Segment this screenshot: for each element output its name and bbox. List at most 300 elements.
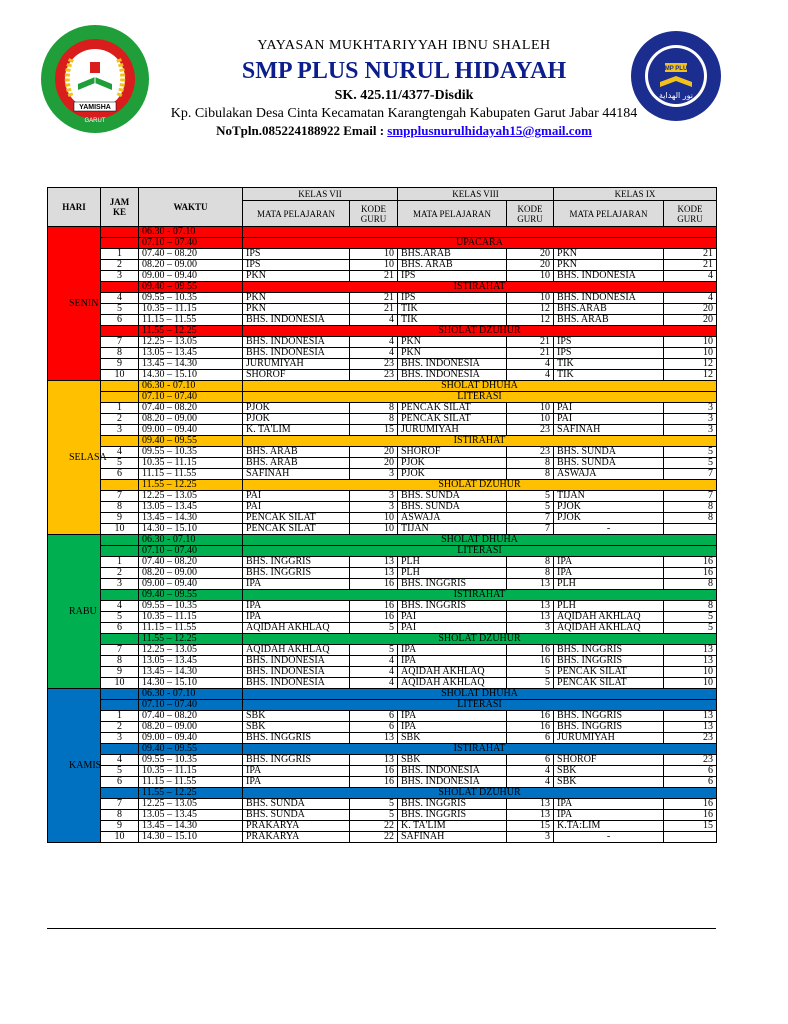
time-cell: 11.15 – 11.55 (139, 315, 243, 326)
jam-cell (101, 238, 139, 249)
time-cell: 07.40 – 08.20 (139, 557, 243, 568)
teacher-code-ix: 4 (664, 293, 717, 304)
time-cell: 10.35 – 11.15 (139, 766, 243, 777)
subject-viii: IPA (398, 722, 507, 733)
teacher-code-viii: 8 (507, 458, 554, 469)
teacher-code-vii: 6 (350, 722, 398, 733)
subject-vii: BHS. SUNDA (243, 799, 350, 810)
teacher-code-ix: 6 (664, 777, 717, 788)
lesson-row (48, 766, 717, 777)
foundation-name: YAYASAN MUKHTARIYYAH IBNU SHALEH (257, 38, 551, 53)
jam-cell (101, 282, 139, 293)
subject-ix: BHS. SUNDA (554, 458, 664, 469)
teacher-code-ix: 13 (664, 645, 717, 656)
time-cell: 13.05 – 13.45 (139, 348, 243, 359)
time-cell: 09.00 – 09.40 (139, 579, 243, 590)
time-cell: 07.40 – 08.20 (139, 403, 243, 414)
teacher-code-vii: 4 (350, 337, 398, 348)
teacher-code-vii: 15 (350, 425, 398, 436)
teacher-code-ix: 5 (664, 612, 717, 623)
subject-viii: BHS. ARAB (398, 260, 507, 271)
teacher-code-ix: 5 (664, 458, 717, 469)
time-cell: 06.30 - 07.10 (139, 227, 243, 238)
email-link[interactable]: smpplusnurulhidayah15@gmail.com (387, 123, 592, 138)
subject-ix: AQIDAH AKHLAQ (554, 612, 664, 623)
lesson-row (48, 799, 717, 810)
teacher-code-vii: 21 (350, 304, 398, 315)
time-cell: 09.55 – 10.35 (139, 601, 243, 612)
subject-viii: PLH (398, 568, 507, 579)
time-cell: 08.20 – 09.00 (139, 414, 243, 425)
subject-vii: BHS. INGGRIS (243, 755, 350, 766)
time-cell: 11.15 – 11.55 (139, 469, 243, 480)
teacher-code-ix (664, 832, 717, 843)
col-kelas-vii: KELAS VII (243, 188, 398, 201)
subject-ix: SBK (554, 766, 664, 777)
teacher-code-viii: 5 (507, 667, 554, 678)
time-cell: 06.30 - 07.10 (139, 535, 243, 546)
time-cell: 14.30 – 15.10 (139, 524, 243, 535)
subject-viii: JURUMIYAH (398, 425, 507, 436)
jam-cell: 10 (101, 832, 139, 843)
teacher-code-viii: 16 (507, 711, 554, 722)
teacher-code-vii: 4 (350, 656, 398, 667)
event-label: LITERASI (243, 546, 717, 557)
lesson-row (48, 260, 717, 271)
subject-viii: BHS. SUNDA (398, 502, 507, 513)
lesson-row (48, 601, 717, 612)
event-label: SHOLAT DZUHUR (243, 788, 717, 799)
jam-cell: 3 (101, 579, 139, 590)
time-cell: 09.55 – 10.35 (139, 755, 243, 766)
subject-vii: PAI (243, 502, 350, 513)
teacher-code-ix: 6 (664, 766, 717, 777)
subject-ix: BHS.ARAB (554, 304, 664, 315)
day-name-cell (48, 689, 101, 843)
teacher-code-ix: 12 (664, 370, 717, 381)
subject-vii: AQIDAH AKHLAQ (243, 645, 350, 656)
subject-vii: JURUMIYAH (243, 359, 350, 370)
teacher-code-ix (664, 524, 717, 535)
teacher-code-viii: 4 (507, 370, 554, 381)
event-row (48, 535, 717, 546)
subject-viii: PKN (398, 337, 507, 348)
lesson-row (48, 755, 717, 766)
jam-cell (101, 381, 139, 392)
time-cell: 11.15 – 11.55 (139, 623, 243, 634)
subject-viii: IPA (398, 711, 507, 722)
teacher-code-ix: 16 (664, 557, 717, 568)
teacher-code-vii: 22 (350, 821, 398, 832)
lesson-row (48, 403, 717, 414)
teacher-code-viii: 15 (507, 821, 554, 832)
subject-ix: PLH (554, 579, 664, 590)
event-label: LITERASI (243, 700, 717, 711)
subject-ix: SAFINAH (554, 425, 664, 436)
time-cell: 13.45 – 14.30 (139, 667, 243, 678)
event-row (48, 788, 717, 799)
teacher-code-viii: 21 (507, 348, 554, 359)
lesson-row (48, 832, 717, 843)
subject-ix: PJOK (554, 513, 664, 524)
logo-left-city: GARUT (84, 118, 106, 124)
jam-cell (101, 788, 139, 799)
jam-cell: 8 (101, 810, 139, 821)
subject-viii: BHS. INGGRIS (398, 810, 507, 821)
teacher-code-ix: 5 (664, 447, 717, 458)
subject-viii: K. TA'LIM (398, 821, 507, 832)
lesson-row (48, 821, 717, 832)
day-name: SENIN (69, 297, 99, 309)
subject-ix: TIJAN (554, 491, 664, 502)
lesson-row (48, 623, 717, 634)
teacher-code-viii: 4 (507, 359, 554, 370)
subject-vii: PKN (243, 271, 350, 282)
time-cell: 13.45 – 14.30 (139, 821, 243, 832)
jam-cell (101, 700, 139, 711)
subject-viii: BHS. INDONESIA (398, 370, 507, 381)
jam-cell: 5 (101, 458, 139, 469)
time-cell: 07.40 – 08.20 (139, 249, 243, 260)
col-hari: HARI (48, 188, 101, 227)
subject-vii: IPA (243, 766, 350, 777)
subject-ix: PAI (554, 403, 664, 414)
teacher-code-viii: 5 (507, 678, 554, 689)
subject-ix: BHS. INDONESIA (554, 293, 664, 304)
time-cell: 09.40 – 09.55 (139, 282, 243, 293)
smp-plus-logo (630, 30, 722, 122)
teacher-code-viii: 13 (507, 601, 554, 612)
jam-cell: 2 (101, 722, 139, 733)
subject-ix: BHS. INGGRIS (554, 656, 664, 667)
jam-cell: 7 (101, 491, 139, 502)
event-row (48, 227, 717, 238)
subject-vii: BHS. INDONESIA (243, 348, 350, 359)
subject-viii: TIK (398, 304, 507, 315)
teacher-code-vii: 4 (350, 678, 398, 689)
teacher-code-viii: 20 (507, 260, 554, 271)
col-vii-mapel: MATA PELAJARAN (243, 201, 350, 227)
time-cell: 14.30 – 15.10 (139, 678, 243, 689)
teacher-code-ix: 15 (664, 821, 717, 832)
lesson-row (48, 678, 717, 689)
subject-ix: IPA (554, 799, 664, 810)
jam-cell: 7 (101, 799, 139, 810)
event-label (243, 227, 717, 238)
subject-ix: PJOK (554, 502, 664, 513)
time-cell: 09.00 – 09.40 (139, 733, 243, 744)
subject-viii: BHS. INDONESIA (398, 777, 507, 788)
subject-ix: AQIDAH AKHLAQ (554, 623, 664, 634)
jam-cell: 3 (101, 733, 139, 744)
teacher-code-viii: 4 (507, 766, 554, 777)
jam-cell: 5 (101, 304, 139, 315)
teacher-code-viii: 23 (507, 447, 554, 458)
lesson-row (48, 414, 717, 425)
time-cell: 13.05 – 13.45 (139, 502, 243, 513)
lesson-row (48, 425, 717, 436)
event-label: SHOLAT DHUHA (243, 689, 717, 700)
teacher-code-viii: 13 (507, 579, 554, 590)
event-label: ISTIRAHAT (243, 744, 717, 755)
subject-vii: BHS. INGGRIS (243, 568, 350, 579)
subject-ix: TIK (554, 359, 664, 370)
lesson-row (48, 315, 717, 326)
col-kelas-ix: KELAS IX (554, 188, 717, 201)
subject-viii: SBK (398, 755, 507, 766)
letterhead (0, 0, 768, 150)
subject-vii: BHS. INGGRIS (243, 557, 350, 568)
subject-viii: PJOK (398, 458, 507, 469)
subject-viii: PLH (398, 557, 507, 568)
teacher-code-vii: 3 (350, 491, 398, 502)
table-head (48, 188, 717, 227)
teacher-code-ix: 7 (664, 491, 717, 502)
teacher-code-viii: 5 (507, 502, 554, 513)
school-address: Kp. Cibulakan Desa Cinta Kecamatan Karangtengah Kabupaten Garut Jabar 44184 (170, 106, 638, 121)
subject-ix: PLH (554, 601, 664, 612)
jam-cell (101, 689, 139, 700)
teacher-code-vii: 16 (350, 579, 398, 590)
day-name-cell (48, 535, 101, 689)
lesson-row (48, 359, 717, 370)
time-cell: 13.05 – 13.45 (139, 656, 243, 667)
teacher-code-ix: 3 (664, 403, 717, 414)
teacher-code-ix: 16 (664, 810, 717, 821)
lesson-row (48, 458, 717, 469)
jam-cell: 10 (101, 678, 139, 689)
jam-cell: 5 (101, 612, 139, 623)
subject-vii: PRAKARYA (243, 821, 350, 832)
teacher-code-viii: 10 (507, 271, 554, 282)
lesson-row (48, 304, 717, 315)
subject-ix: IPA (554, 810, 664, 821)
teacher-code-ix: 13 (664, 711, 717, 722)
time-cell: 12.25 – 13.05 (139, 799, 243, 810)
teacher-code-viii: 12 (507, 315, 554, 326)
subject-viii: IPA (398, 645, 507, 656)
jam-cell: 1 (101, 249, 139, 260)
subject-vii: IPS (243, 260, 350, 271)
teacher-code-ix: 16 (664, 799, 717, 810)
event-label: SHOLAT DHUHA (243, 381, 717, 392)
subject-vii: PAI (243, 491, 350, 502)
subject-ix: IPA (554, 557, 664, 568)
teacher-code-vii: 20 (350, 447, 398, 458)
teacher-code-vii: 6 (350, 711, 398, 722)
event-label: UPACARA (243, 238, 717, 249)
subject-ix: IPS (554, 337, 664, 348)
time-cell: 07.40 – 08.20 (139, 711, 243, 722)
subject-vii: PENCAK SILAT (243, 513, 350, 524)
event-row (48, 381, 717, 392)
teacher-code-viii: 13 (507, 810, 554, 821)
col-vii-kode: KODE GURU (350, 201, 398, 227)
jam-cell: 6 (101, 777, 139, 788)
jam-cell: 9 (101, 359, 139, 370)
teacher-code-viii: 8 (507, 557, 554, 568)
event-label: ISTIRAHAT (243, 436, 717, 447)
event-label: ISTIRAHAT (243, 590, 717, 601)
time-cell: 09.40 – 09.55 (139, 436, 243, 447)
teacher-code-viii: 16 (507, 656, 554, 667)
table-body (48, 227, 717, 843)
teacher-code-vii: 13 (350, 755, 398, 766)
time-cell: 11.55 – 12.25 (139, 788, 243, 799)
event-row (48, 326, 717, 337)
teacher-code-vii: 10 (350, 524, 398, 535)
subject-ix: - (554, 524, 664, 535)
subject-vii: IPA (243, 579, 350, 590)
col-ix-kode: KODE GURU (664, 201, 717, 227)
teacher-code-vii: 13 (350, 568, 398, 579)
jam-cell: 6 (101, 623, 139, 634)
logo-right-badge: SMP PLUS (660, 66, 692, 72)
jam-cell (101, 436, 139, 447)
logo-right-arabic: نور الهداية (658, 91, 694, 100)
time-cell: 14.30 – 15.10 (139, 370, 243, 381)
event-label: SHOLAT DZUHUR (243, 634, 717, 645)
lesson-row (48, 513, 717, 524)
teacher-code-vii: 8 (350, 414, 398, 425)
time-cell: 11.15 – 11.55 (139, 777, 243, 788)
jam-cell: 5 (101, 766, 139, 777)
lesson-row (48, 656, 717, 667)
lesson-row (48, 667, 717, 678)
subject-viii: TIK (398, 315, 507, 326)
jam-cell (101, 480, 139, 491)
subject-viii: PENCAK SILAT (398, 403, 507, 414)
teacher-code-vii: 3 (350, 502, 398, 513)
lesson-row (48, 249, 717, 260)
subject-viii: IPS (398, 293, 507, 304)
subject-viii: PJOK (398, 469, 507, 480)
subject-viii: IPS (398, 271, 507, 282)
subject-ix: PENCAK SILAT (554, 678, 664, 689)
col-kelas-viii: KELAS VIII (398, 188, 554, 201)
time-cell: 13.05 – 13.45 (139, 810, 243, 821)
event-row (48, 282, 717, 293)
subject-viii: ASWAJA (398, 513, 507, 524)
lesson-row (48, 348, 717, 359)
jam-cell: 7 (101, 645, 139, 656)
teacher-code-ix: 16 (664, 568, 717, 579)
lesson-row (48, 568, 717, 579)
subject-viii: AQIDAH AKHLAQ (398, 678, 507, 689)
subject-viii: BHS.ARAB (398, 249, 507, 260)
time-cell: 09.55 – 10.35 (139, 447, 243, 458)
subject-vii: BHS. SUNDA (243, 810, 350, 821)
subject-vii: BHS. ARAB (243, 458, 350, 469)
jam-cell (101, 392, 139, 403)
jam-cell: 9 (101, 667, 139, 678)
day-name-cell (48, 227, 101, 381)
lesson-row (48, 810, 717, 821)
teacher-code-viii: 7 (507, 513, 554, 524)
event-label: SHOLAT DZUHUR (243, 480, 717, 491)
teacher-code-vii: 21 (350, 293, 398, 304)
event-row (48, 546, 717, 557)
jam-cell (101, 227, 139, 238)
subject-vii: SBK (243, 722, 350, 733)
teacher-code-vii: 16 (350, 612, 398, 623)
phone-label: NoTpln.085224188922 Email : (216, 123, 385, 138)
subject-viii: PKN (398, 348, 507, 359)
jam-cell: 1 (101, 557, 139, 568)
subject-viii: TIJAN (398, 524, 507, 535)
jam-cell: 1 (101, 403, 139, 414)
time-cell: 14.30 – 15.10 (139, 832, 243, 843)
event-row (48, 436, 717, 447)
jam-cell: 9 (101, 513, 139, 524)
time-cell: 13.45 – 14.30 (139, 513, 243, 524)
jam-cell: 6 (101, 315, 139, 326)
subject-vii: PKN (243, 304, 350, 315)
teacher-code-viii: 16 (507, 645, 554, 656)
subject-ix: BHS. INDONESIA (554, 271, 664, 282)
teacher-code-viii: 3 (507, 623, 554, 634)
subject-vii: SAFINAH (243, 469, 350, 480)
lesson-row (48, 711, 717, 722)
jam-cell (101, 535, 139, 546)
time-cell: 08.20 – 09.00 (139, 260, 243, 271)
event-row (48, 634, 717, 645)
teacher-code-ix: 4 (664, 271, 717, 282)
subject-vii: IPA (243, 777, 350, 788)
decree-number: SK. 425.11/4377-Disdik (334, 88, 474, 103)
teacher-code-vii: 23 (350, 370, 398, 381)
teacher-code-viii: 8 (507, 568, 554, 579)
teacher-code-viii: 10 (507, 414, 554, 425)
jam-cell: 4 (101, 755, 139, 766)
time-cell: 06.30 - 07.10 (139, 381, 243, 392)
subject-vii: BHS. INDONESIA (243, 656, 350, 667)
subject-vii: SBK (243, 711, 350, 722)
lesson-row (48, 271, 717, 282)
col-jam-ke: JAM KE (101, 188, 139, 227)
subject-vii: K. TA'LIM (243, 425, 350, 436)
subject-ix: K.TA:LIM (554, 821, 664, 832)
teacher-code-vii: 16 (350, 766, 398, 777)
col-viii-mapel: MATA PELAJARAN (398, 201, 507, 227)
teacher-code-vii: 5 (350, 623, 398, 634)
subject-vii: IPS (243, 249, 350, 260)
time-cell: 10.35 – 11.15 (139, 458, 243, 469)
teacher-code-viii: 10 (507, 293, 554, 304)
teacher-code-ix: 10 (664, 337, 717, 348)
lesson-row (48, 337, 717, 348)
subject-ix: SHOROF (554, 755, 664, 766)
subject-ix: PKN (554, 249, 664, 260)
teacher-code-vii: 4 (350, 348, 398, 359)
time-cell: 08.20 – 09.00 (139, 722, 243, 733)
subject-ix: TIK (554, 370, 664, 381)
event-label: SHOLAT DZUHUR (243, 326, 717, 337)
teacher-code-ix: 10 (664, 678, 717, 689)
teacher-code-ix: 8 (664, 579, 717, 590)
subject-viii: PAI (398, 612, 507, 623)
subject-ix: PAI (554, 414, 664, 425)
teacher-code-ix: 3 (664, 414, 717, 425)
time-cell: 11.55 – 12.25 (139, 634, 243, 645)
teacher-code-viii: 5 (507, 491, 554, 502)
jam-cell: 8 (101, 502, 139, 513)
lesson-row (48, 502, 717, 513)
teacher-code-viii: 6 (507, 755, 554, 766)
jam-cell: 6 (101, 469, 139, 480)
subject-vii: BHS. INDONESIA (243, 678, 350, 689)
subject-viii: BHS. INGGRIS (398, 601, 507, 612)
